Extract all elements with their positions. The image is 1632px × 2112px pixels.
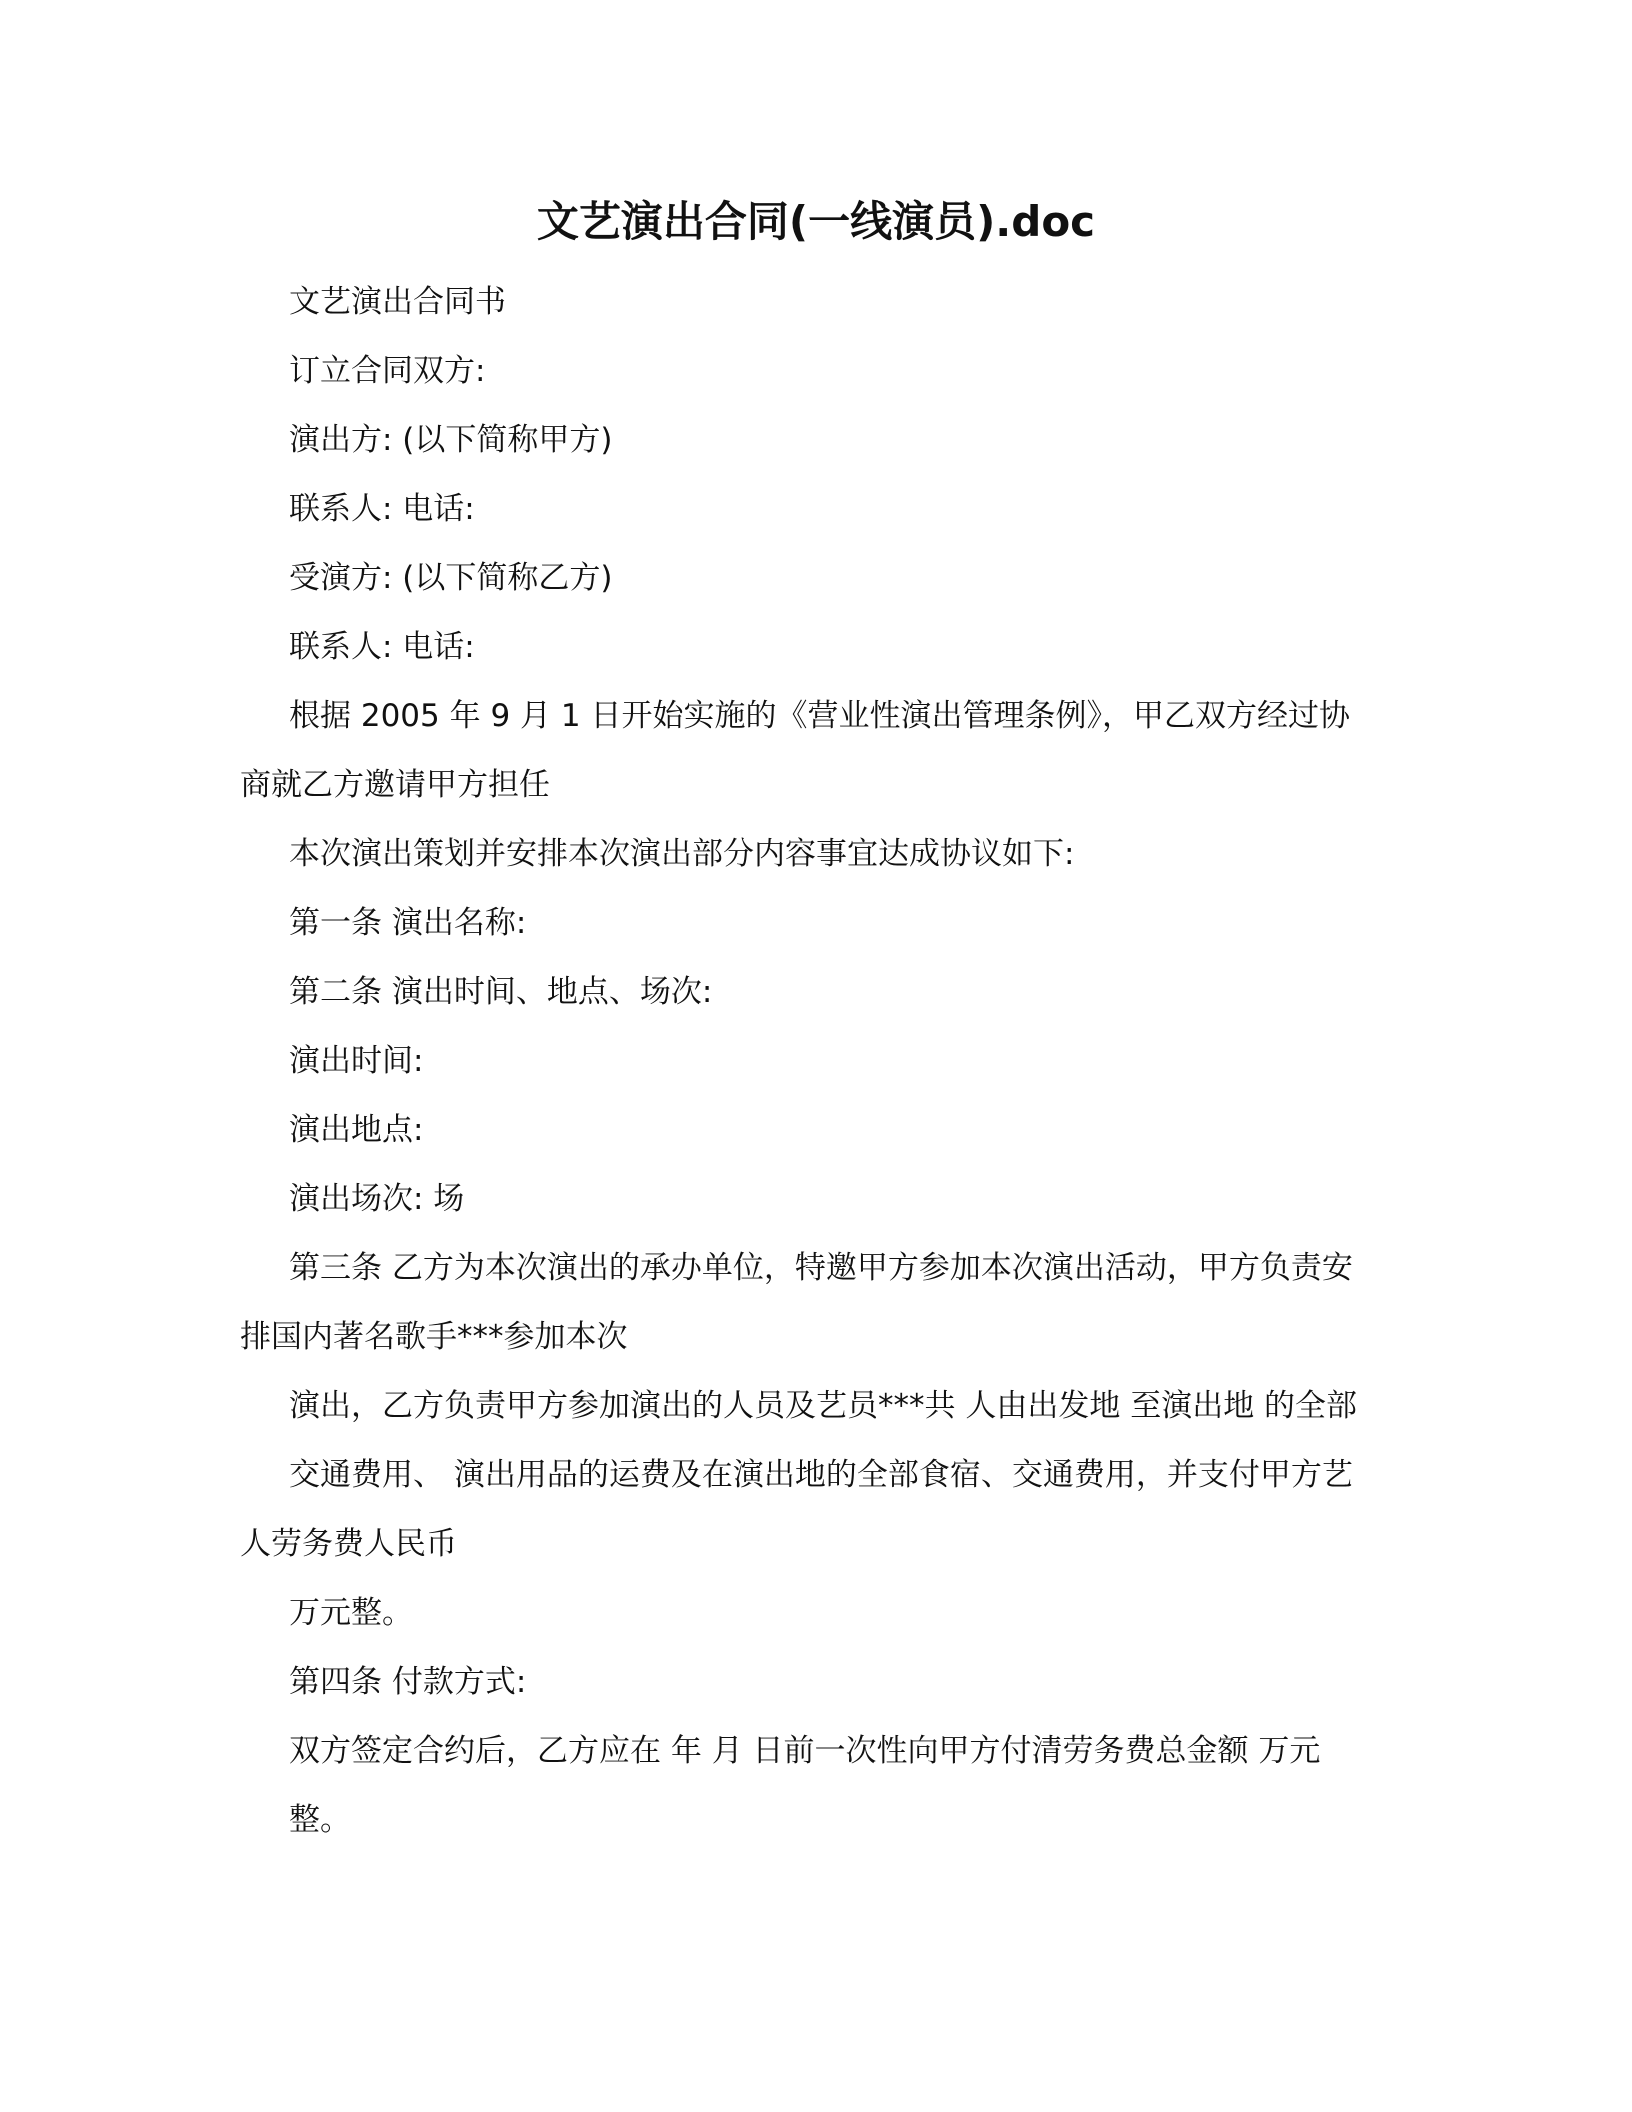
- paragraph-line: 联系人: 电话:: [289, 629, 475, 665]
- paragraph-line: 商就乙方邀请甲方担任: [240, 767, 550, 803]
- paragraph-line: 双方签定合约后，乙方应在 年 月 日前一次性向甲方付清劳务费总金额 万元: [289, 1733, 1321, 1769]
- document-title: 文艺演出合同(一线演员).doc: [536, 197, 1096, 246]
- paragraph-line: 整。: [289, 1802, 351, 1838]
- paragraph-line: 演出时间:: [289, 1043, 424, 1079]
- paragraph-line: 排国内著名歌手***参加本次: [240, 1319, 628, 1355]
- paragraph-line: 联系人: 电话:: [289, 491, 475, 527]
- paragraph-line: 本次演出策划并安排本次演出部分内容事宜达成协议如下:: [289, 836, 1075, 872]
- contract-heading: 文艺演出合同书: [289, 284, 506, 320]
- paragraph-line: 第四条 付款方式:: [289, 1664, 527, 1700]
- paragraph-line: 第三条 乙方为本次演出的承办单位，特邀甲方参加本次演出活动，甲方负责安: [289, 1250, 1353, 1286]
- paragraph-line: 万元整。: [289, 1595, 413, 1631]
- paragraph-line: 演出场次: 场: [289, 1181, 465, 1217]
- paragraph-line: 受演方: (以下简称乙方): [289, 560, 613, 596]
- paragraph-line: 演出地点:: [289, 1112, 424, 1148]
- paragraph-line: 交通费用、 演出用品的运费及在演出地的全部食宿、交通费用，并支付甲方艺: [289, 1457, 1353, 1493]
- paragraph-line: 订立合同双方:: [289, 353, 486, 389]
- paragraph-line: 第一条 演出名称:: [289, 905, 527, 941]
- paragraph-line: 第二条 演出时间、地点、场次:: [289, 974, 713, 1010]
- paragraph-line: 演出方: (以下简称甲方): [289, 422, 613, 458]
- paragraph-line: 演出，乙方负责甲方参加演出的人员及艺员***共 人由出发地 至演出地 的全部: [289, 1388, 1358, 1424]
- paragraph-line: 人劳务费人民币: [240, 1526, 457, 1562]
- paragraph-line: 根据 2005 年 9 月 1 日开始实施的《营业性演出管理条例》，甲乙双方经过协: [289, 698, 1350, 734]
